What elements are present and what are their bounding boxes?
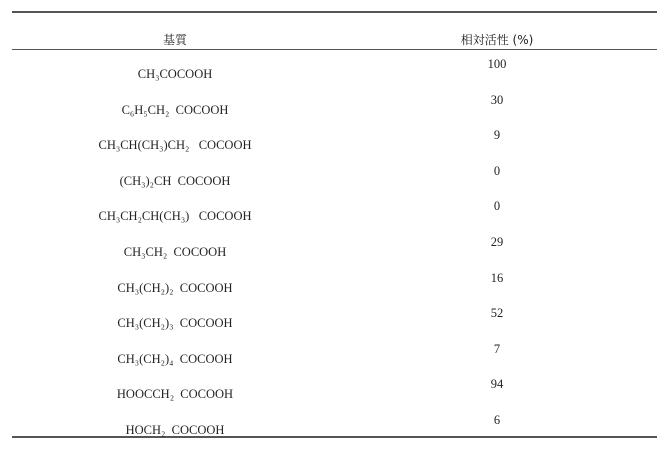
substrate-cell: C₆H₅CH₂ COCOOH: [121, 102, 229, 117]
activity-cell: 6: [493, 413, 501, 427]
bottom-rule: [12, 436, 657, 438]
activity-cell: 94: [490, 377, 504, 392]
activity-cell: 0: [493, 199, 501, 214]
header-activity: 相対活性 (%): [460, 33, 534, 47]
substrate-cell: CH₃CH₂ COCOOH: [123, 245, 227, 259]
substrate-cell: HOCH₂ COCOOH: [125, 423, 225, 437]
substrate-cell: CH₃(CH₂)₂ COCOOH: [117, 280, 233, 295]
substrate-cell: CH₃CH₂CH(CH₃) COCOOH: [98, 209, 252, 224]
header-rule: [12, 49, 657, 50]
activity-cell: 7: [493, 341, 501, 356]
activity-cell: 30: [490, 92, 504, 107]
header-substrate: 基質: [162, 33, 188, 47]
activity-cell: 100: [487, 57, 507, 71]
activity-cell: 0: [493, 163, 501, 178]
substrate-cell: CH₃COCOOH: [137, 67, 213, 81]
substrate-cell: CH₃CH(CH₃)CH₂ COCOOH: [98, 138, 252, 153]
activity-cell: 29: [490, 235, 504, 249]
substrate-cell: (CH₃)₂CH COCOOH: [119, 173, 231, 188]
activity-cell: 52: [490, 306, 504, 321]
activity-cell: 16: [490, 270, 504, 285]
top-rule: [12, 11, 657, 13]
substrate-cell: CH₃(CH₂)₄ COCOOH: [117, 351, 233, 366]
activity-cell: 9: [493, 128, 501, 143]
substrate-cell: CH₃(CH₂)₃ COCOOH: [117, 316, 233, 331]
substrate-cell: HOOCCH₂ COCOOH: [116, 387, 234, 402]
